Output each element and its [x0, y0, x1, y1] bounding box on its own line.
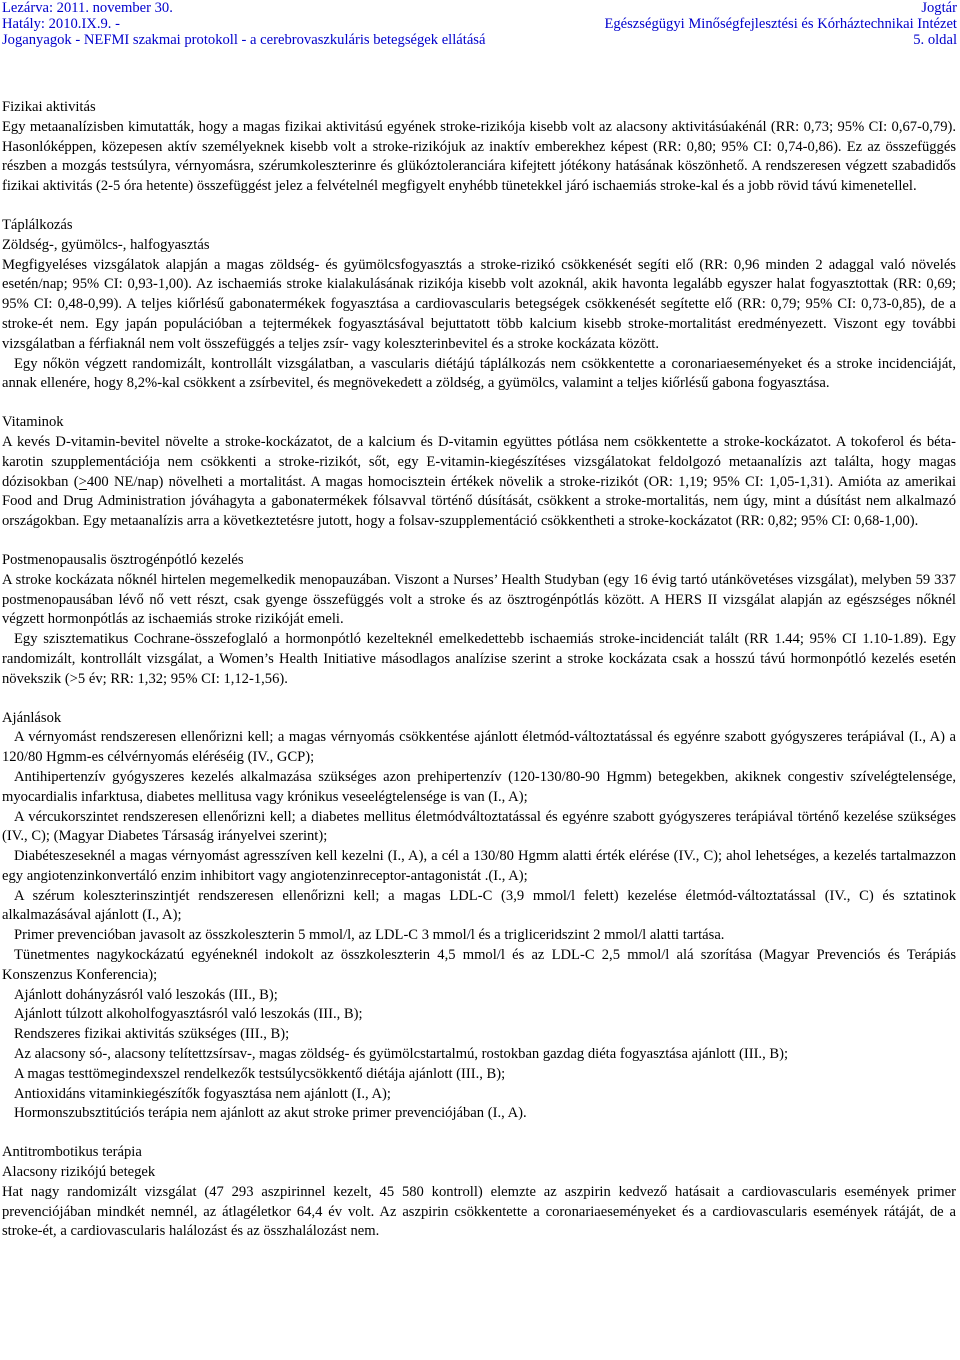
section-subheading: Alacsony rizikójú betegek: [2, 1164, 156, 1181]
greater-equal-symbol: >: [78, 473, 87, 490]
paragraph: Megfigyeléses vizsgálatok alapján a magas zöldség- és gyümölcsfogyasztás a stroke-rizikó csökkenését segíti elő (RR: 0,96 minden 2 adaggal való növelés esetén/nap; 95% CI: 0,93-1,00). Az ischaemiás stroke kialakulásának rizikója kisebb volt azoknál, akik havonta legalább egyszer halat fogyasztottak (RR: 0,69; 95% CI: 0,48-0,99). A teljes kiőrlésű gabonatermékek fogyasztása a cardiovascularis betegségek csökkenését segítette elő (RR: 0,79; 95% CI: 0,73-0,85), de a stroke-ét nem. Egy japán populációban a tejtermékek fogyasztásával bejuttatott több kalcium kisebb stroke-mortalitást eredményezett. Viszont egy további vizsgálatban a férfiaknál nem volt összefüggés a teljes zsír- vagy koleszterinbevitel és a stroke kockázata között.: [2, 256, 956, 352]
recommendation-item: Az alacsony só-, alacsony telítettzsírsav-, magas zöldség- és gyümölcstartalmú, rostokban gazdag diéta fogyasztása ajánlott (III., B);: [14, 1046, 789, 1063]
section-fizikai-aktivitas: [2, 98, 956, 197]
paragraph: Hat nagy randomizált vizsgálat (47 293 aszpirinnel kezelt, 45 580 kontroll) elemzte az aszpirin kedvező hatásait a cardiovascularis események primer prevenciójában mindkét nemnél, az átlagéletkor 64,4 év volt. Az aszpirin csökkentette a coronariaeseményeket és a cardiovascularis események rátáját, de a stroke-ét, a cardiovascularis halálozást és az összhalálozást nem.: [2, 1183, 956, 1240]
section-heading: Táplálkozás: [2, 216, 73, 233]
section-ajanlasok: [2, 709, 956, 1125]
section-subheading: Zöldség-, gyümölcs-, halfogyasztás: [2, 236, 210, 253]
paragraph: Egy metaanalízisben kimutatták, hogy a magas fizikai aktivitású egyének stroke-rizikója kisebb volt az alacsony aktivitásúakénál (RR: 0,73; 95% CI: 0,67-0,79). Hasonlóképpen, közepesen aktív személyeknek kisebb volt a stroke-rizikójuk az inaktív emberekhez képest (RR: 0,80; 95% CI: 0,74-0,86). Ez az összefüggés részben a mozgás testsúlyra, vérnyomásra, szérumkoleszterinre és glükóztoleranciára kifejtett jótékony hatásának köszönhető. A rendszeresen végzett szabadidős fizikai aktivitás (2-5 óra hetente) összefüggést jelez a felvételnél megfigyelt enyhébb tünetekkel járó ischaemiás stroke-kal és a jobb rövid távú kimenetellel.: [2, 118, 956, 195]
paragraph-part: A kevés D-vitamin-bevitel növelte a stroke-kockázatot, de a kalcium és D-vitamin együttes pótlása nem csökkentette a stroke-kockázatot. A tokoferol és béta-karotin szupplementációja nem csökkenti a stroke-rizikót, sőt, egy E-vitamin-kiegészítéses vizsgálatokat feldolgozó metaanalízis azt találta, hogy magas dózisokban (: [2, 433, 956, 490]
section-antitrombotikus: [2, 1143, 956, 1242]
header-validity: Hatály: 2010.IX.9. -: [2, 16, 120, 32]
section-vitaminok: [2, 413, 956, 532]
header-document-path: Joganyagok - NEFMI szakmai protokoll - a cerebrovaszkuláris betegségek ellátásá: [2, 32, 486, 48]
paragraph: [2, 433, 956, 532]
section-heading: Antitrombotikus terápia: [2, 1144, 142, 1161]
recommendation-item: Ajánlott dohányzásról való leszokás (III., B);: [14, 986, 278, 1003]
recommendation-item: Antihipertenzív gyógyszeres kezelés alkalmazása szükséges azon prehipertenzív (120-130/80-90 Hgmm) betegekben, akiknek congestiv szívelégtelensége, myocardialis infarktusa, diabetes mellitusa vagy krónikus veseelégtelensége is van (I., A);: [2, 768, 956, 805]
recommendation-item: Diabéteszeseknél a magas vérnyomást agresszíven kell kezelni (I., A), a cél a 130/80 Hgmm alatti érték elérése (IV., C); ahol lehetséges, a kezelés tartalmazzon egy angiotenzinkonvertáló enzim inhibitort vagy angiotenzinreceptor-antagonistát .(I., A);: [2, 848, 956, 884]
section-heading: Postmenopausalis ösztrogénpótló kezelés: [2, 551, 244, 568]
page-header: [0, 0, 960, 50]
section-taplalkozas: [2, 216, 956, 394]
paragraph: Egy nőkön végzett randomizált, kontrollált vizsgálatban, a vascularis diétájú táplálkozás nem csökkentette a coronariaeseményeket és a stroke incidenciáját, annak ellenére, hogy 8,2%-kal csökkent a zsírbevitel, és megnövekedett a zöldség, a gyümölcs, valamint a teljes kiőrlésű gabona fogyasztása.: [2, 355, 956, 392]
header-institute: Egészségügyi Minőségfejlesztési és Kórháztechnikai Intézet: [604, 16, 957, 32]
section-postmenopausalis: [2, 551, 956, 690]
paragraph: A stroke kockázata nőknél hirtelen megemelkedik menopauzában. Viszont a Nurses’ Health Studyban (egy 16 évig tartó utánkövetéses vizsgálat), melyben 59 337 postmenopausában lévő nő vett részt, csak gyenge összefüggés volt a stroke és az ösztrogénpótlás között. A HERS II vizsgálat alapján az egészséges nőknél végzett hormonpótlás az ischaemiás stroke rizikóját emeli.: [2, 571, 956, 628]
section-heading: Vitaminok: [2, 414, 64, 431]
section-heading: Fizikai aktivitás: [2, 99, 96, 115]
recommendation-item: Tünetmentes nagykockázatú egyéneknél indokolt az összkoleszterin 4,5 mmol/l és az LDL-C 2,5 mmol/l alá szorítása (Magyar Prevenciós és Terápiás Konszenzus Konferencia);: [2, 947, 956, 983]
header-publisher: Jogtár: [921, 0, 957, 16]
recommendation-item: Antioxidáns vitaminkiegészítők fogyasztása nem ajánlott (I., A);: [14, 1085, 391, 1102]
paragraph: Egy szisztematikus Cochrane-összefoglaló a hormonpótló kezelteknél emelkedettebb ischaemiás stroke-incidenciát talált (RR 1.44; 95% CI 1.10-1.89). Egy randomizált, kontrollált vizsgálat, a Women’s Health Initiative másodlagos analízise szerint a stroke kockázata csak a hosszú távú hormonpótló kezelés esetén növekszik (>5 év; RR: 1,32; 95% CI: 1,12-1,56).: [2, 631, 956, 687]
recommendation-item: A vérnyomást rendszeresen ellenőrizni kell; a magas vérnyomás csökkentése ajánlott életmód-változtatással és egyénre szabott gyógyszeres terápiával (I., A) a 120/80 Hgmm-es célvérnyomás eléréséig (IV., GCP);: [2, 729, 956, 766]
document-body: [2, 98, 956, 1242]
recommendation-item: Primer prevencióban javasolt az összkoleszterin 5 mmol/l, az LDL-C 3 mmol/l és a trigliceridszint 2 mmol/l alatti tartása.: [14, 927, 725, 944]
recommendation-item: A vércukorszintet rendszeresen ellenőrizni kell; a diabetes mellitus életmódváltoztatással és egyénre szabott gyógyszeres terápiával történő kezelése szükséges (IV., C); (Magyar Diabetes Társaság irányelvei szerint);: [2, 808, 956, 845]
recommendation-item: Rendszeres fizikai aktivitás szükséges (III., B);: [14, 1026, 290, 1043]
section-heading: Ajánlások: [2, 709, 62, 726]
header-closed-date: Lezárva: 2011. november 30.: [2, 0, 173, 16]
recommendation-item: Hormonszubsztitúciós terápia nem ajánlott az akut stroke primer prevenciójában (I., A).: [14, 1105, 527, 1122]
recommendation-item: A magas testtömegindexszel rendelkezők testsúlycsökkentő diétája ajánlott (III., B);: [14, 1065, 506, 1082]
header-page-number: 5. oldal: [913, 32, 957, 48]
recommendation-item: A szérum koleszterinszintjét rendszeresen ellenőrizni kell; a magas LDL-C (3,9 mmol/l felett) kezelése életmód-változtatással (IV., C) és sztatinok alkalmazásával ajánlott (I., A);: [2, 887, 956, 924]
paragraph-part: 400 NE/nap) növelheti a mortalitást. A magas homocisztein értékek növelik a stroke-rizikót (OR: 1,19; 95% CI: 1,05-1,31). Amióta az amerikai Food and Drug Administration jóváhagyta a gabonatermékek fólsavval történő dúsítását, csökkent a stroke-mortalitás, nem úgy, mint a dúsítást nem alkalmazó országokban. Egy metaanalízis arra a következtetésre jutott, hogy a folsav-szupplementáció csökkentheti a stroke-kockázatot (RR: 0,82; 95% CI: 0,68-1,00).: [2, 473, 956, 530]
recommendation-item: Ajánlott túlzott alkoholfogyasztásról való leszokás (III., B);: [14, 1006, 363, 1023]
